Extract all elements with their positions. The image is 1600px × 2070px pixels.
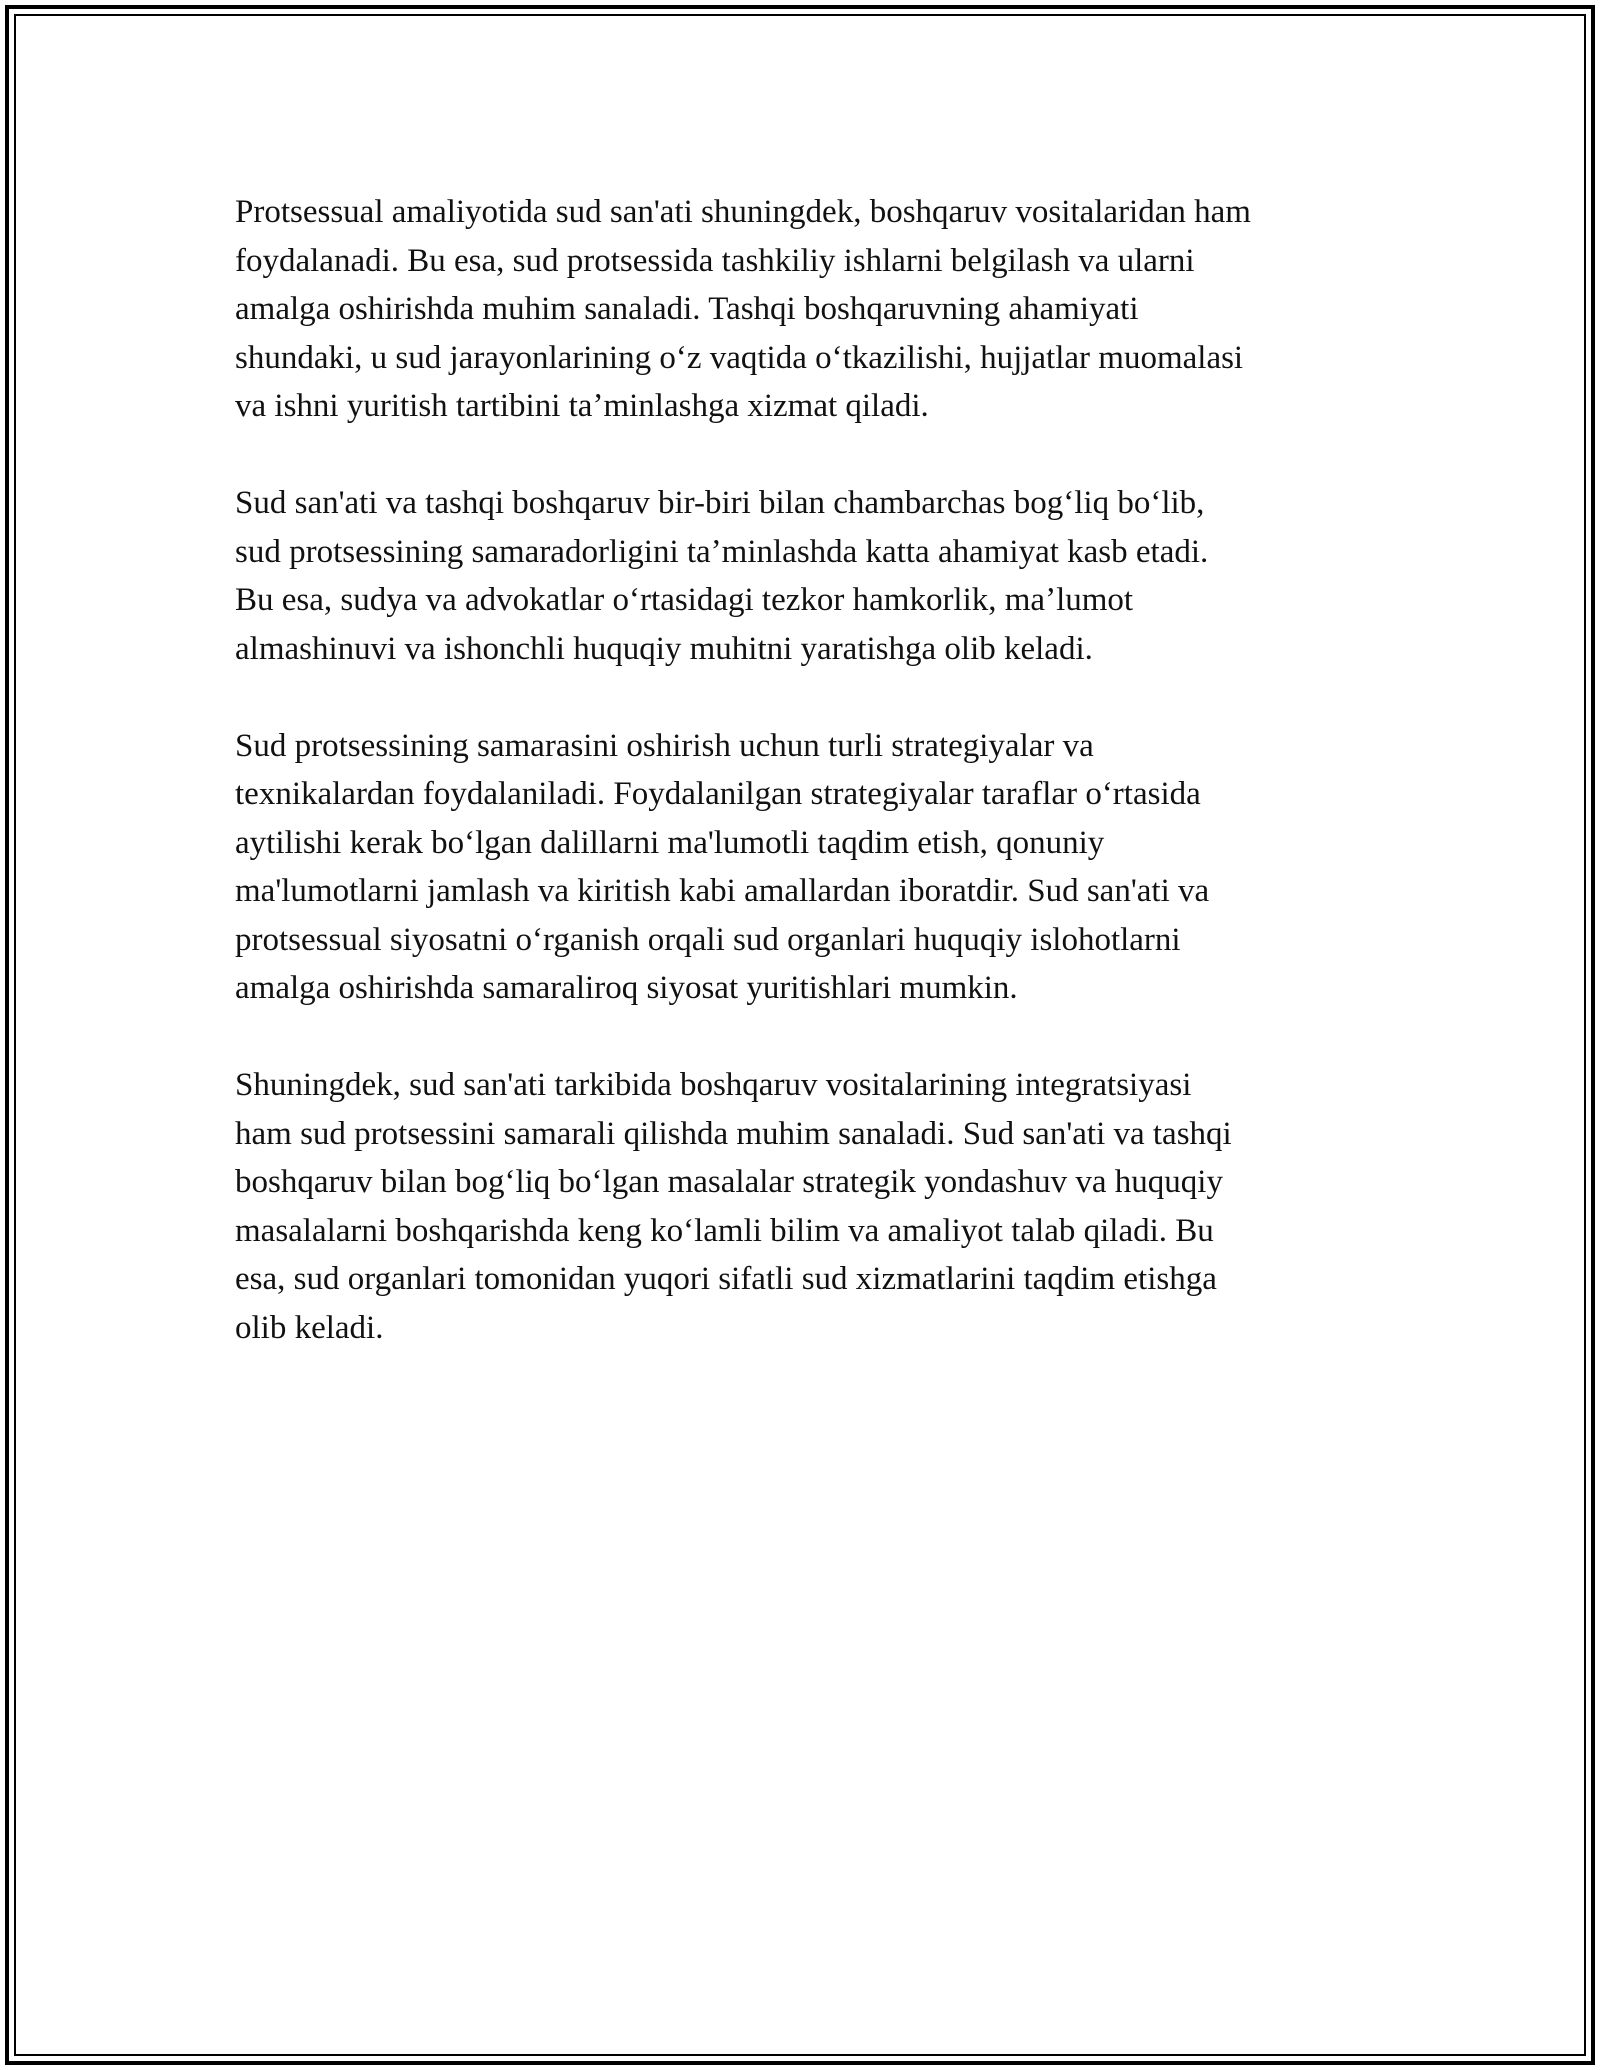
paragraph-line: foydalanadi. Bu esa, sud protsessida tashkiliy ishlarni belgilash va ularni — [235, 242, 1195, 279]
paragraph-line: esa, sud organlari tomonidan yuqori sifatli sud xizmatlarini taqdim etishga — [235, 1261, 1217, 1297]
paragraph-line: ma'lumotlarni jamlash va kiritish kabi amallardan iboratdir. Sud san'ati va — [235, 873, 1210, 909]
paragraph-line: aytilishi kerak boʻlgan dalillarni ma'lumotli taqdim etish, qonuniy — [235, 824, 1105, 861]
paragraph-line: va ishni yuritish tartibini taʼminlashga xizmat qiladi. — [235, 388, 929, 424]
paragraph-line: protsessual siyosatni oʻrganish orqali sud organlari huquqiy islohotlarni — [235, 921, 1181, 958]
paragraph-line: ham sud protsessini samarali qilishda muhim sanaladi. Sud san'ati va tashqi — [235, 1115, 1232, 1152]
document-body — [235, 188, 1375, 1401]
paragraph-2 — [235, 479, 1375, 673]
paragraph-line: masalalarni boshqarishda keng koʻlamli bilim va amaliyot talab qiladi. Bu — [235, 1212, 1214, 1249]
paragraph-line: olib keladi. — [235, 1309, 384, 1346]
paragraph-1 — [235, 188, 1375, 431]
paragraph-line: Shuningdek, sud san'ati tarkibida boshqaruv vositalarining integratsiyasi — [235, 1067, 1192, 1103]
paragraph-line: amalga oshirishda muhim sanaladi. Tashqi boshqaruvning ahamiyati — [235, 291, 1139, 327]
paragraph-line: boshqaruv bilan bogʻliq boʻlgan masalalar strategik yondashuv va huquqiy — [235, 1164, 1223, 1200]
paragraph-line: shundaki, u sud jarayonlarining oʻz vaqtida oʻtkazilishi, hujjatlar muomalasi — [235, 339, 1244, 376]
paragraph-line: almashinuvi va ishonchli huquqiy muhitni yaratishga olib keladi. — [235, 630, 1093, 667]
paragraph-3 — [235, 722, 1375, 1013]
paragraph-line: Bu esa, sudya va advokatlar oʻrtasidagi tezkor hamkorlik, maʼlumot — [235, 582, 1134, 618]
paragraph-4 — [235, 1061, 1375, 1352]
paragraph-line: texnikalardan foydalaniladi. Foydalanilgan strategiyalar taraflar oʻrtasida — [235, 776, 1201, 812]
paragraph-line: sud protsessining samaradorligini taʼminlashda katta ahamiyat kasb etadi. — [235, 533, 1209, 570]
paragraph-line: amalga oshirishda samaraliroq siyosat yuritishlari mumkin. — [235, 970, 1018, 1006]
paragraph-line: Sud protsessining samarasini oshirish uchun turli strategiyalar va — [235, 727, 1094, 764]
paragraph-line: Sud san'ati va tashqi boshqaruv bir-biri bilan chambarchas bogʻliq boʻlib, — [235, 485, 1205, 521]
paragraph-line: Protsessual amaliyotida sud san'ati shuningdek, boshqaruv vositalaridan ham — [235, 194, 1251, 230]
